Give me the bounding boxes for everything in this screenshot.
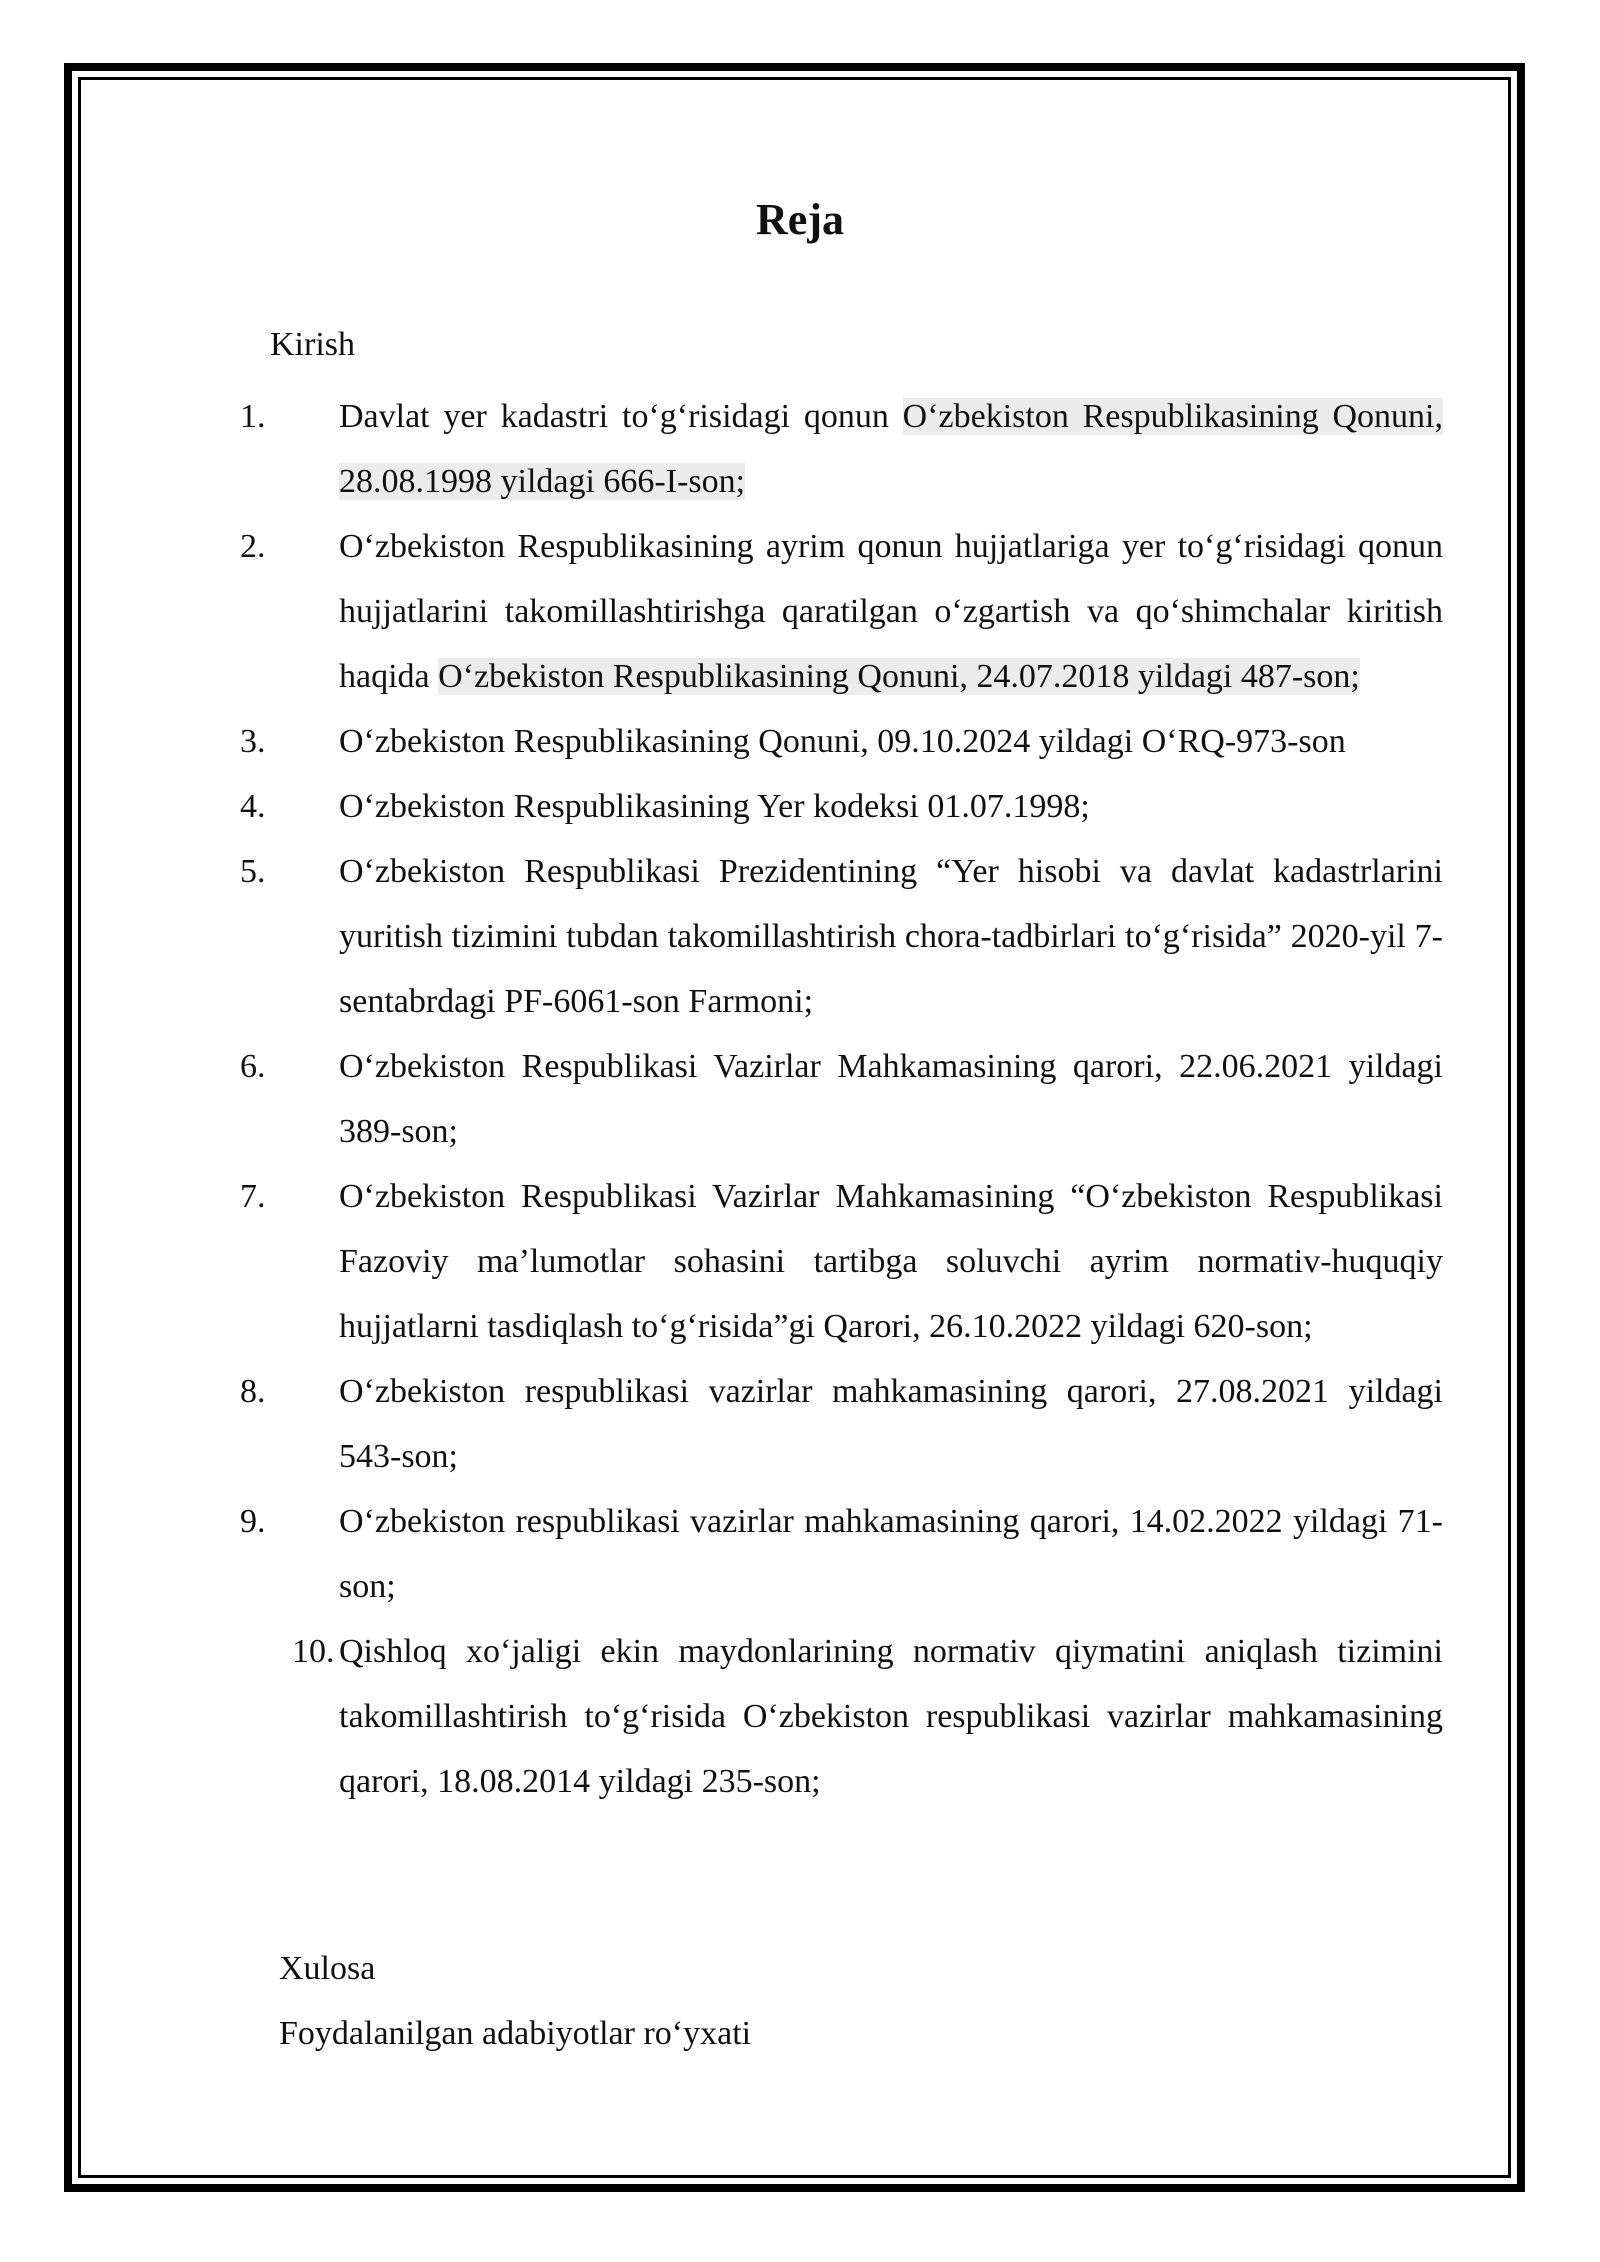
item-number: 4. [240, 788, 266, 825]
list-item [240, 839, 1443, 1034]
item-number: 7. [240, 1178, 266, 1215]
item-text: O‘zbekiston Respublikasi Vazirlar Mahkamasining “O‘zbekiston Respublikasi Fazoviy ma’lumotlar sohasini tartibga soluvchi ayrim normativ-huquqiy hujjatlarni tasdiqlash to‘g‘risida”gi Qarori, 26.10.2022 yildagi 620-son; [339, 1178, 1443, 1345]
conclusion-heading: Xulosa [279, 1950, 376, 1987]
item-text: O‘zbekiston Respublikasi Vazirlar Mahkamasining qarori, 22.06.2021 yildagi 389-son; [339, 1048, 1443, 1150]
list-item [240, 709, 1443, 774]
page-title: Reja [756, 195, 844, 244]
item-text: Qishloq xo‘jaligi ekin maydonlarining normativ qiymatini aniqlash tizimini takomillashtirish to‘g‘risida O‘zbekiston respublikasi vazirlar mahkamasining qarori, 18.08.2014 yildagi 235-son; [339, 1633, 1443, 1800]
item-text: O‘zbekiston respublikasi vazirlar mahkamasining qarori, 14.02.2022 yildagi 71-son; [339, 1503, 1443, 1605]
list-item [240, 1489, 1443, 1619]
list-item [240, 1034, 1443, 1164]
plan-list [240, 384, 1443, 1814]
list-item [240, 1359, 1443, 1489]
item-number: 10. [292, 1633, 335, 1670]
item-number: 1. [240, 398, 266, 435]
list-item [240, 384, 1443, 514]
item-number: 3. [240, 723, 266, 760]
item-text: O‘zbekiston Respublikasining Yer kodeksi 01.07.1998; [339, 788, 1090, 825]
list-item [240, 1619, 1443, 1814]
item-text: O‘zbekiston respublikasi vazirlar mahkamasining qarori, 27.08.2021 yildagi 543-son; [339, 1373, 1443, 1475]
item-text: Davlat yer kadastri to‘g‘risidagi qonun [339, 398, 903, 435]
item-text: O‘zbekiston Respublikasi Prezidentining “Yer hisobi va davlat kadastrlarini yuritish tizimini tubdan takomillashtirish chora-tadbirlari to‘g‘risida” 2020-yil 7-sentabrdagi PF-6061-son Farmoni; [339, 853, 1443, 1020]
item-number: 8. [240, 1373, 266, 1410]
intro-heading: Kirish [270, 326, 355, 363]
item-number: 5. [240, 853, 266, 890]
item-number: 6. [240, 1048, 266, 1085]
item-highlight: O‘zbekiston Respublikasining Qonuni, 24.07.2018 yildagi 487-son; [438, 658, 1360, 695]
item-number: 9. [240, 1503, 266, 1540]
item-highlight: O‘zbekiston Respublikasining Qonuni, 28.08.1998 yildagi 666-I-son; [339, 398, 1443, 500]
list-item [240, 514, 1443, 709]
item-number: 2. [240, 528, 266, 565]
item-text: O‘zbekiston Respublikasining Qonuni, 09.10.2024 yildagi O‘RQ-973-son [339, 723, 1346, 760]
list-item [240, 774, 1443, 839]
references-heading: Foydalanilgan adabiyotlar ro‘yxati [279, 2015, 752, 2052]
item-text: O‘zbekiston Respublikasining ayrim qonun hujjatlariga yer to‘g‘risidagi qonun hujjatlarini takomillashtirishga qaratilgan o‘zgartish va qo‘shimchalar kiritish haqida [339, 528, 1443, 695]
list-item [240, 1164, 1443, 1359]
